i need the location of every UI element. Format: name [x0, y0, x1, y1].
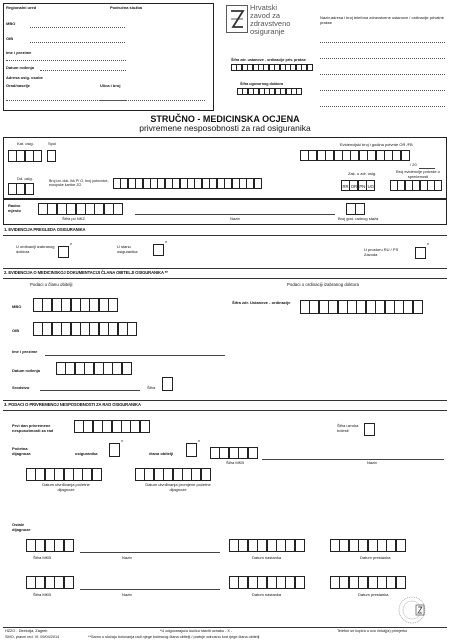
- dd-osig-label: Dd. osig.: [17, 176, 33, 181]
- official-stamp-icon: [398, 596, 426, 624]
- address-label: Adresa osig. osobe: [6, 75, 43, 80]
- footer-note-2: **Samo u slučaju bolovanja radi njege bolesnog člana obitelji / pratnje odnosno kod rjege člana obitelji: [88, 635, 260, 639]
- exam-option-zavod-label: U prostoru RU / PS Zavoda: [364, 247, 399, 257]
- clinic-line-4: [320, 90, 445, 91]
- asterisk-3: *: [427, 243, 429, 249]
- mbo-field[interactable]: [30, 27, 125, 28]
- first-day-label: Prvi dan privremene nesposobnosti za rad: [12, 423, 54, 433]
- city-label: Grad/naselje: [6, 83, 31, 88]
- form-title: STRUČNO - MEDICINSKA OCJENA: [150, 114, 300, 124]
- family-mbo-label: MBO: [12, 304, 22, 309]
- clinic-code-label: Šifra zdr. ustanove - ordinacije priv. prakse: [231, 58, 306, 62]
- code-rr[interactable]: RR: [341, 180, 350, 191]
- logo-text-2: zavod za: [250, 11, 281, 20]
- sick-code-cell[interactable]: [364, 423, 375, 436]
- other-date-from-cells-2[interactable]: [229, 576, 304, 589]
- clinic-line-5: [320, 106, 445, 107]
- diag-insured-checkbox[interactable]: [109, 443, 120, 457]
- evidence-count-label: Broj evidencije potvrde o sprečenosti: [396, 169, 440, 179]
- other-mkb-label-2: Šifra MKB: [33, 592, 52, 597]
- logo-text-4: osiguranje: [250, 27, 285, 36]
- other-mkb-label-1: Šifra MKB: [33, 555, 52, 560]
- first-day-cells[interactable]: [74, 420, 149, 433]
- doctor-ordinacija-cells[interactable]: [300, 300, 422, 314]
- nkz-code-cells[interactable]: [38, 203, 123, 215]
- main-diag-label: Početna dijagnoza: [12, 446, 31, 456]
- main-diag-name-label: Naziv: [367, 460, 378, 465]
- section-2-heading: 2. EVIDENCIJA O MEDICINSKOJ DOKUMENTACIJI ČLANA OBITELJI OSIGURANIKA **: [4, 270, 168, 275]
- insured-person-box: [3, 3, 214, 111]
- diag-family-checkbox[interactable]: [186, 443, 197, 457]
- year-suffix: / 20: [410, 162, 417, 167]
- dd-note: Broj izv. dok. Ikk P/ O, broj putovnice, europske kartice ZO: [49, 179, 109, 188]
- family-oib-cells[interactable]: [33, 322, 136, 336]
- other-date-from-label-2: Datum nastanka: [252, 592, 282, 597]
- spol-cells[interactable]: [47, 150, 55, 162]
- other-date-from-label-1: Datum nastanka: [252, 555, 282, 560]
- code-uo[interactable]: UO: [366, 180, 375, 191]
- other-date-to-cells-2[interactable]: [330, 576, 405, 589]
- family-name-line[interactable]: [45, 355, 225, 356]
- other-name-label-1: Naziv: [122, 555, 133, 560]
- code-or[interactable]: OR: [349, 180, 358, 191]
- exam-option-ordinacija-checkbox[interactable]: [58, 246, 69, 258]
- doctor-code-label: Šifra ugovornog doktora: [240, 82, 284, 86]
- evidence-cells[interactable]: [300, 150, 409, 161]
- date-change-label: Datum utvrđivanja promjene početne dijagnoze: [145, 482, 211, 492]
- form-subtitle: privremene nesposobnosti za rad osiguranika: [139, 123, 311, 133]
- name-field[interactable]: [6, 60, 126, 61]
- family-birth-cells[interactable]: [56, 362, 131, 375]
- asterisk-1: *: [70, 243, 72, 249]
- work-years-cells[interactable]: [346, 203, 365, 215]
- hzzo-logo-icon: [226, 5, 248, 33]
- doctor-data-label: Podaci o ordinaciji izabranog doktora: [287, 282, 360, 287]
- clinic-line-2: [320, 58, 445, 59]
- section-3-top-rule: [3, 400, 447, 401]
- exam-option-ordinacija-label: U ordinaciji izabranog doktora: [16, 244, 55, 254]
- other-mkb-cells-2[interactable]: [26, 576, 73, 589]
- exam-option-stan-label: U stanu osiguranika: [117, 244, 138, 254]
- other-mkb-cells-1[interactable]: [26, 539, 73, 552]
- branch-label: Područna služba: [110, 5, 143, 10]
- dd-osig-cells[interactable]: [8, 183, 33, 195]
- footer-left-2: SMO, pravni red. Vl. 09/04/2014: [5, 635, 60, 639]
- relation-code-cell[interactable]: [162, 377, 173, 391]
- footer-note-1: *U odgovarajuću kućicu staviti oznaku - X -: [160, 629, 233, 633]
- clinic-line-3: [320, 74, 445, 75]
- main-mkb-cells[interactable]: [210, 447, 257, 459]
- family-oib-label: OIB: [12, 328, 20, 333]
- clinic-line-1: [320, 42, 445, 43]
- asterisk-2: *: [165, 241, 167, 247]
- section-2-top-rule: [3, 268, 447, 269]
- main-mkb-label: Šifra MKB: [226, 460, 245, 465]
- clinic-title: Naziv,adresa i broj telefona zdravstvene ustanove / ordinacije privatne prakse: [320, 15, 444, 25]
- other-date-to-cells-1[interactable]: [330, 539, 405, 552]
- birth-date-label: Datum rođenja: [6, 65, 35, 70]
- relation-code-label: Šifra: [147, 385, 156, 390]
- other-name-line-2[interactable]: [80, 589, 220, 590]
- date-change-cells[interactable]: [135, 468, 210, 481]
- other-name-label-2: Naziv: [122, 592, 133, 597]
- oib-field[interactable]: [30, 42, 125, 43]
- section-1-rule: [3, 235, 447, 236]
- zak-label: Zak. o zdr. osig.: [348, 171, 377, 176]
- stamp-icon: [398, 596, 426, 624]
- regional-office-label: Regionalni ured: [6, 5, 37, 10]
- code-pn[interactable]: PN: [358, 180, 367, 191]
- date-start-label: Datum utvrđivanja početne dijagnoze: [42, 482, 90, 492]
- doctor-code-label-2: Šifra zdr. Ustanove - ordinacije: [232, 300, 291, 305]
- relation-line[interactable]: [40, 390, 140, 391]
- mbo-label: MBO: [6, 21, 16, 26]
- family-data-label: Podaci o članu obitelji: [30, 282, 73, 287]
- exam-option-zavod-checkbox[interactable]: [415, 247, 426, 259]
- asterisk-4: *: [121, 440, 123, 446]
- logo-text-3: zdravstveno: [250, 19, 291, 28]
- footer-right: Telefon se kopira u ovo čekaj(a) primjerko: [337, 629, 408, 633]
- exam-option-stan-checkbox[interactable]: [153, 244, 164, 256]
- logo-text-1: Hrvatski: [250, 3, 278, 12]
- street-field[interactable]: [100, 100, 205, 101]
- kat-osig-cells[interactable]: [8, 150, 42, 162]
- family-birth-label: Datum rođenja: [12, 368, 41, 373]
- spol-label: Spol: [48, 141, 57, 146]
- street-label: Ulica i broj: [100, 83, 121, 88]
- document-number-cells[interactable]: [113, 178, 261, 189]
- relation-label: Srodstvo: [12, 385, 30, 390]
- other-date-to-label-2: Datum prestanka: [358, 592, 389, 597]
- work-place-label: Radno mjesto: [8, 203, 21, 213]
- work-name-label: Naziv: [230, 216, 241, 221]
- nkz-code-label: Šifra po NKZ: [62, 216, 85, 221]
- family-mbo-cells[interactable]: [33, 298, 118, 312]
- family-name-label: Ime i prezime: [12, 349, 38, 354]
- footer-rule: [3, 627, 447, 628]
- doctor-code-cells[interactable]: [237, 88, 302, 95]
- clinic-code-cells[interactable]: [231, 64, 312, 71]
- evidence-label: Evidencijski broj i godina potvrde OR /FB: [340, 142, 413, 147]
- oib-label: OIB: [6, 36, 14, 41]
- kat-osig-label: Kat. osig.: [17, 141, 34, 146]
- work-place-name-line[interactable]: [135, 214, 335, 215]
- main-diag-name-line[interactable]: [262, 459, 444, 460]
- diag-family-label: člana obitelji: [149, 451, 174, 456]
- birth-date-field[interactable]: [40, 70, 126, 71]
- asterisk-5: *: [198, 440, 200, 446]
- zak-code-cells[interactable]: [341, 180, 375, 191]
- section-2-rule: [3, 278, 447, 279]
- other-name-line-1[interactable]: [80, 552, 220, 553]
- diag-insured-label: osiguranika: [75, 451, 98, 456]
- work-years-label: Broj god. radnog staža: [338, 216, 379, 221]
- sick-code-label: Šifra uzroka bolesti: [337, 423, 359, 433]
- section-3-rule: [3, 410, 447, 411]
- section-1-heading: 1. EVIDENCIJA PREGLEDA OSIGURANIKA: [4, 227, 86, 232]
- hzzo-logo: [226, 5, 248, 33]
- other-date-to-label-1: Datum prestanka: [360, 555, 391, 560]
- date-start-cells[interactable]: [26, 468, 101, 481]
- section-3-heading: 3. PODACI O PRIVREMENOJ NESPOSOBNOSTI ZA RAD OSIGURANIKA: [4, 402, 141, 407]
- evidence-count-cells[interactable]: [390, 180, 442, 191]
- other-date-from-cells-1[interactable]: [229, 539, 304, 552]
- footer-left-1: HZZO - Direkcija, Zagreb: [5, 629, 48, 633]
- name-label: Ime i prezime: [6, 50, 32, 55]
- other-diag-label: Ostale dijagnoze: [12, 522, 31, 532]
